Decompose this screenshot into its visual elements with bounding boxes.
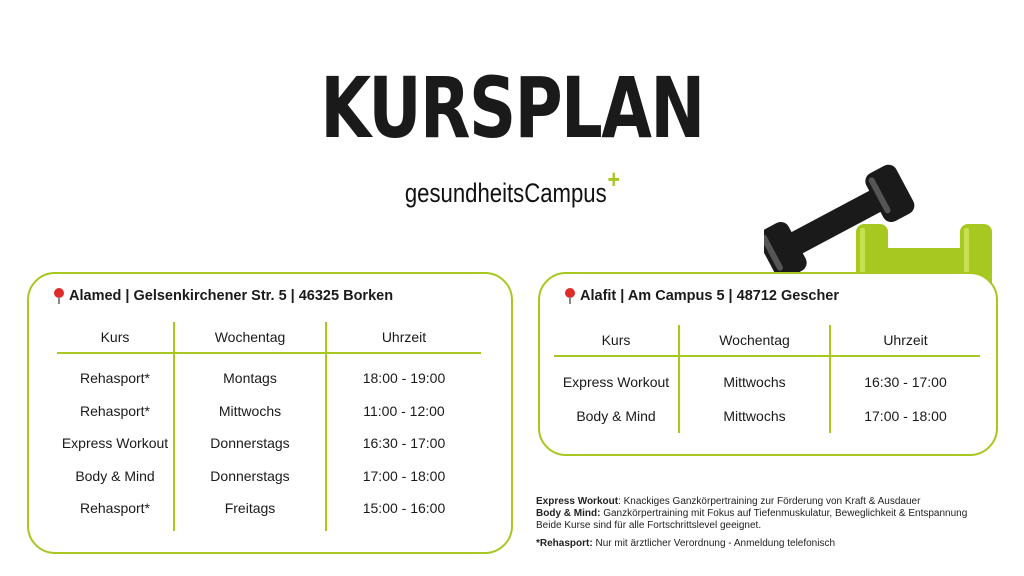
weekday-cell: Montags	[174, 353, 326, 395]
note-body-mind: Body & Mind: Ganzkörpertraining mit Fokus auf Tiefenmuskulatur, Beweglichkeit & Entspannung	[536, 508, 968, 519]
weekday-cell: Donnerstags	[174, 460, 326, 493]
table-row	[57, 460, 481, 493]
course-cell: Rehasport*	[57, 353, 174, 395]
column-header-kurs: Kurs	[554, 325, 679, 356]
course-cell: Rehasport*	[57, 395, 174, 428]
table-row	[57, 427, 481, 460]
time-cell: 16:30 - 17:00	[362, 435, 446, 452]
time-cell: 15:00 - 16:00	[362, 500, 446, 517]
weekday-cell: Freitags	[174, 492, 326, 531]
schedule-table	[57, 322, 481, 531]
brand-plus-mark: +	[607, 164, 620, 194]
location-heading	[53, 288, 393, 304]
course-cell: Rehasport*	[57, 492, 174, 531]
location-heading	[564, 288, 839, 304]
time-cell: 16:30 - 17:00	[864, 374, 947, 390]
table-row	[57, 492, 481, 531]
course-cell: Express Workout	[57, 427, 174, 460]
weekday-cell: Mittwochs	[174, 395, 326, 428]
course-notes	[536, 496, 967, 550]
location-card-borken	[27, 272, 513, 554]
table-row	[554, 399, 980, 433]
column-header-uhrzeit: Uhrzeit	[830, 325, 980, 356]
time-cell: 11:00 - 12:00	[363, 402, 445, 419]
course-cell: Body & Mind	[57, 460, 174, 493]
time-cell: 17:00 - 18:00	[864, 408, 947, 424]
course-cell: Express Workout	[554, 356, 679, 399]
location-card-gescher	[538, 272, 998, 456]
table-row	[57, 353, 481, 395]
location-pin-icon	[564, 288, 576, 304]
brand-name: gesundheitsCampus	[404, 178, 607, 208]
location-pin-icon	[53, 288, 65, 304]
course-cell: Body & Mind	[554, 399, 679, 433]
weekday-cell: Mittwochs	[679, 399, 830, 433]
column-header-wochentag: Wochentag	[679, 325, 830, 356]
weekday-cell: Donnerstags	[174, 427, 326, 460]
note-rehasport: *Rehasport: Nur mit ärztlicher Verordnung - Anmeldung telefonisch	[536, 538, 836, 549]
column-header-uhrzeit: Uhrzeit	[326, 322, 481, 353]
weekday-cell: Mittwochs	[679, 356, 830, 399]
table-row	[57, 395, 481, 428]
note-express: Express Workout: Knackiges Ganzkörpertraining zur Förderung von Kraft & Ausdauer	[536, 496, 921, 507]
table-row	[554, 356, 980, 399]
time-cell: 17:00 - 18:00	[362, 467, 446, 484]
schedule-table	[554, 325, 980, 433]
page-title: KURSPLAN	[320, 59, 704, 157]
location-name: Alamed | Gelsenkirchener Str. 5 | 46325 Borken	[69, 288, 394, 304]
column-header-kurs: Kurs	[57, 322, 174, 353]
location-name: Alafit | Am Campus 5 | 48712 Gescher	[580, 288, 840, 304]
column-header-wochentag: Wochentag	[174, 322, 326, 353]
time-cell: 18:00 - 19:00	[362, 370, 446, 387]
note-both-courses: Beide Kurse sind für alle Fortschrittslevel geeignet.	[536, 520, 762, 531]
